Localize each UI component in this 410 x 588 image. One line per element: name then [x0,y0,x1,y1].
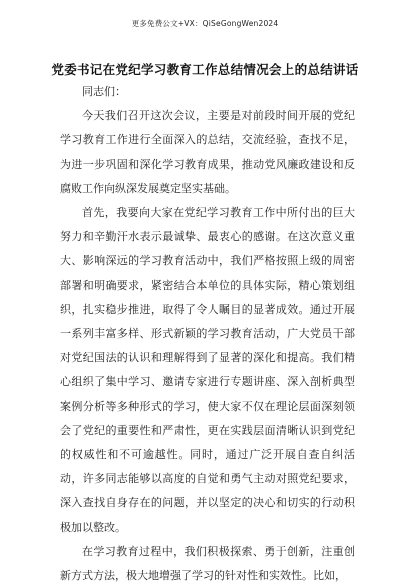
salutation: 同志们： [82,85,126,98]
document-title: 党委书记在党纪学习教育工作总结情况会上的总结讲话 [51,62,359,77]
header-note: 更多免费公文+VX：QiSeGongWen2024 [131,19,279,28]
paragraph-2: 首先，我要向大家在党纪学习教育工作中所付出的巨大努力和辛勤汗水表示最诚挚、最衷心的感谢。在这次意义重大、影响深远的学习教育活动中，我们严格按照上级的周密部署和明确要求，紧密结合本单位的具体实际，精心策划组织，扎实稳步推进，取得了令人瞩目的显著成效。通过开展一系列丰富多样、形式新颖的学习教育活动，广大党员干部对党纪国法的认识和理解得到了显著的深化和提高。我们精心组织了集中学习、邀请专家进行专题讲座、深入剖析典型案例分析等多种形式的学习，使大家不仅在理论层面深刻领会了党纪的重要性和严肃性，更在实践层面清晰认识到党纪的权威性和不可逾越性。同时，通过广泛开展自查自纠活动，许多同志能够以高度的自觉和勇气主动对照党纪要求，深入查找自身存在的问题，并以坚定的决心和切实的行动积极加以整改。 [60,206,355,534]
paragraph-3: 在学习教育过程中，我们积极探索、勇于创新，注重创新方式方法，极大地增强了学习的针对性和实效性。比如， [60,544,355,583]
paragraph-1: 今天我们召开这次会议，主要是对前段时间开展的党纪学习教育工作进行全面深入的总结，交流经验，查找不足，为进一步巩固和深化学习教育成果，推动党风廉政建设和反腐败工作向纵深发展奠定坚实基础。 [60,109,355,195]
document-body [60,80,355,588]
